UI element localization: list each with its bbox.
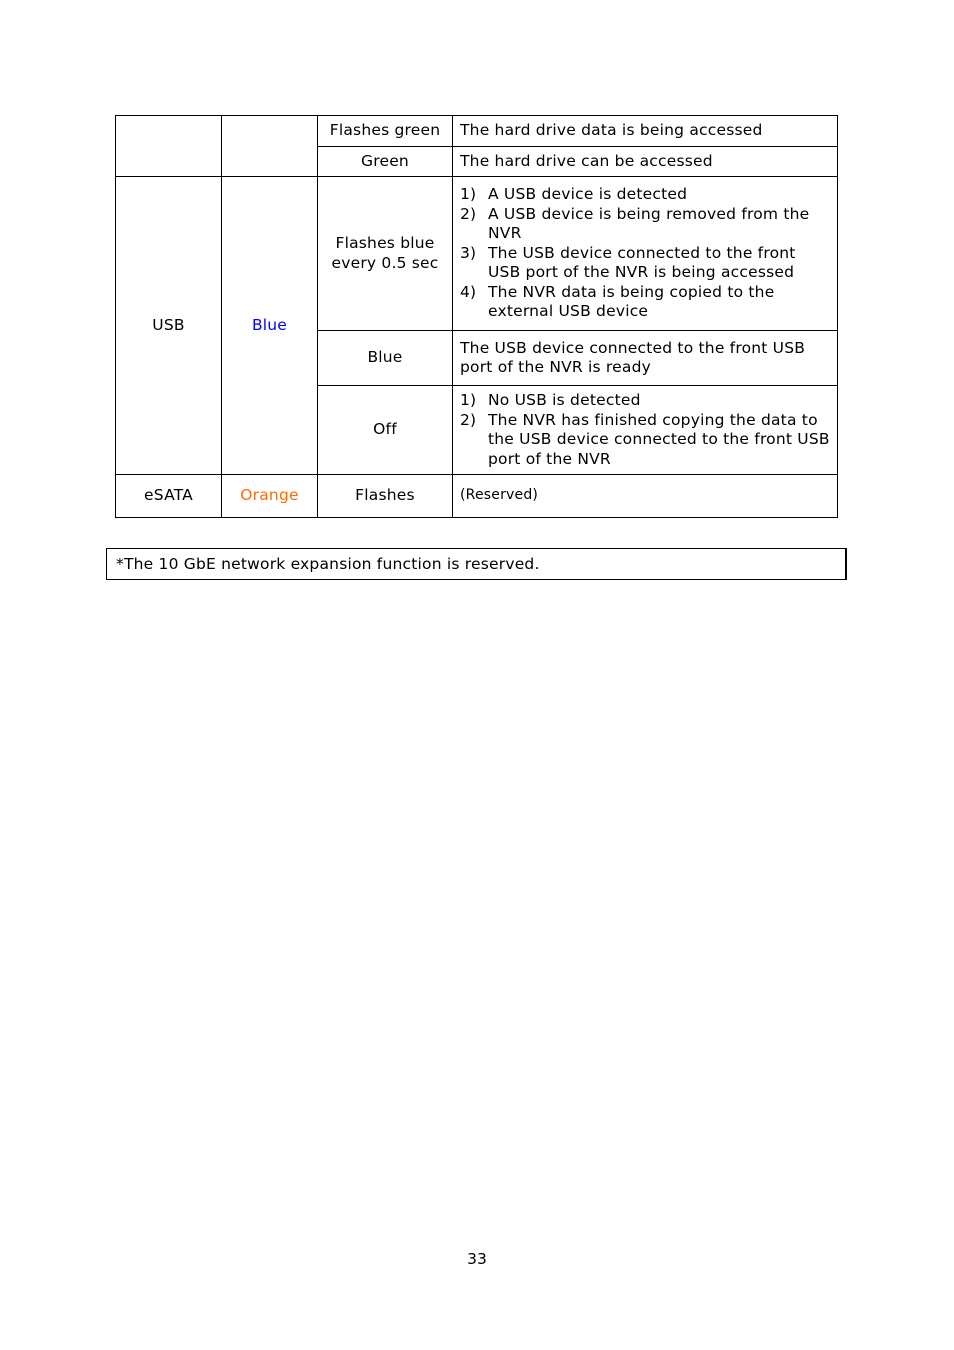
status-cell: Flashes [318, 475, 453, 518]
status-cell: Off [318, 386, 453, 475]
page-number: 33 [467, 1250, 487, 1268]
item-text: The USB device connected to the front USB port of the NVR is being accessed [488, 243, 796, 282]
status-cell: Green [318, 147, 453, 177]
status-line: every 0.5 sec [331, 253, 439, 272]
reserved-note: *The 10 GbE network expansion function is reserved. [106, 548, 847, 580]
item-number: 3) [460, 243, 477, 262]
description-list [460, 185, 830, 322]
item-number: 1) [460, 391, 477, 409]
list-item [460, 244, 830, 283]
description-cell [453, 177, 838, 331]
item-number: 4) [460, 282, 477, 301]
color-cell-empty [222, 116, 318, 177]
status-cell: Blue [318, 331, 453, 386]
list-item [460, 391, 830, 411]
led-status-table [115, 115, 838, 518]
table-row [116, 116, 838, 147]
status-cell [318, 177, 453, 331]
item-text: No USB is detected [488, 391, 641, 409]
description-cell: (Reserved) [453, 475, 838, 518]
description-cell: The hard drive data is being accessed [453, 116, 838, 147]
list-item [460, 411, 830, 470]
led-color-cell: Blue [222, 177, 318, 475]
status-line: Flashes blue [335, 234, 435, 252]
table-row [116, 177, 838, 331]
item-text: A USB device is being removed from the NVR [488, 204, 810, 243]
list-item [460, 185, 830, 205]
item-number: 1) [460, 185, 477, 204]
led-name-cell: eSATA [116, 475, 222, 518]
description-cell [453, 386, 838, 475]
item-text: The NVR data is being copied to the external USB device [488, 282, 775, 321]
item-number: 2) [460, 410, 477, 429]
led-name-cell: USB [116, 177, 222, 475]
led-cell-empty [116, 116, 222, 177]
led-color-cell: Orange [222, 475, 318, 518]
item-number: 2) [460, 204, 477, 223]
list-item [460, 205, 830, 244]
item-text: The NVR has finished copying the data to the USB device connected to the front USB port of the NVR [488, 410, 830, 468]
description-cell: The hard drive can be accessed [453, 147, 838, 177]
list-item [460, 283, 830, 322]
description-list [460, 391, 830, 469]
table-row [116, 475, 838, 518]
description-cell: The USB device connected to the front USB port of the NVR is ready [453, 331, 838, 386]
item-text: A USB device is detected [488, 185, 688, 204]
status-cell: Flashes green [318, 116, 453, 147]
